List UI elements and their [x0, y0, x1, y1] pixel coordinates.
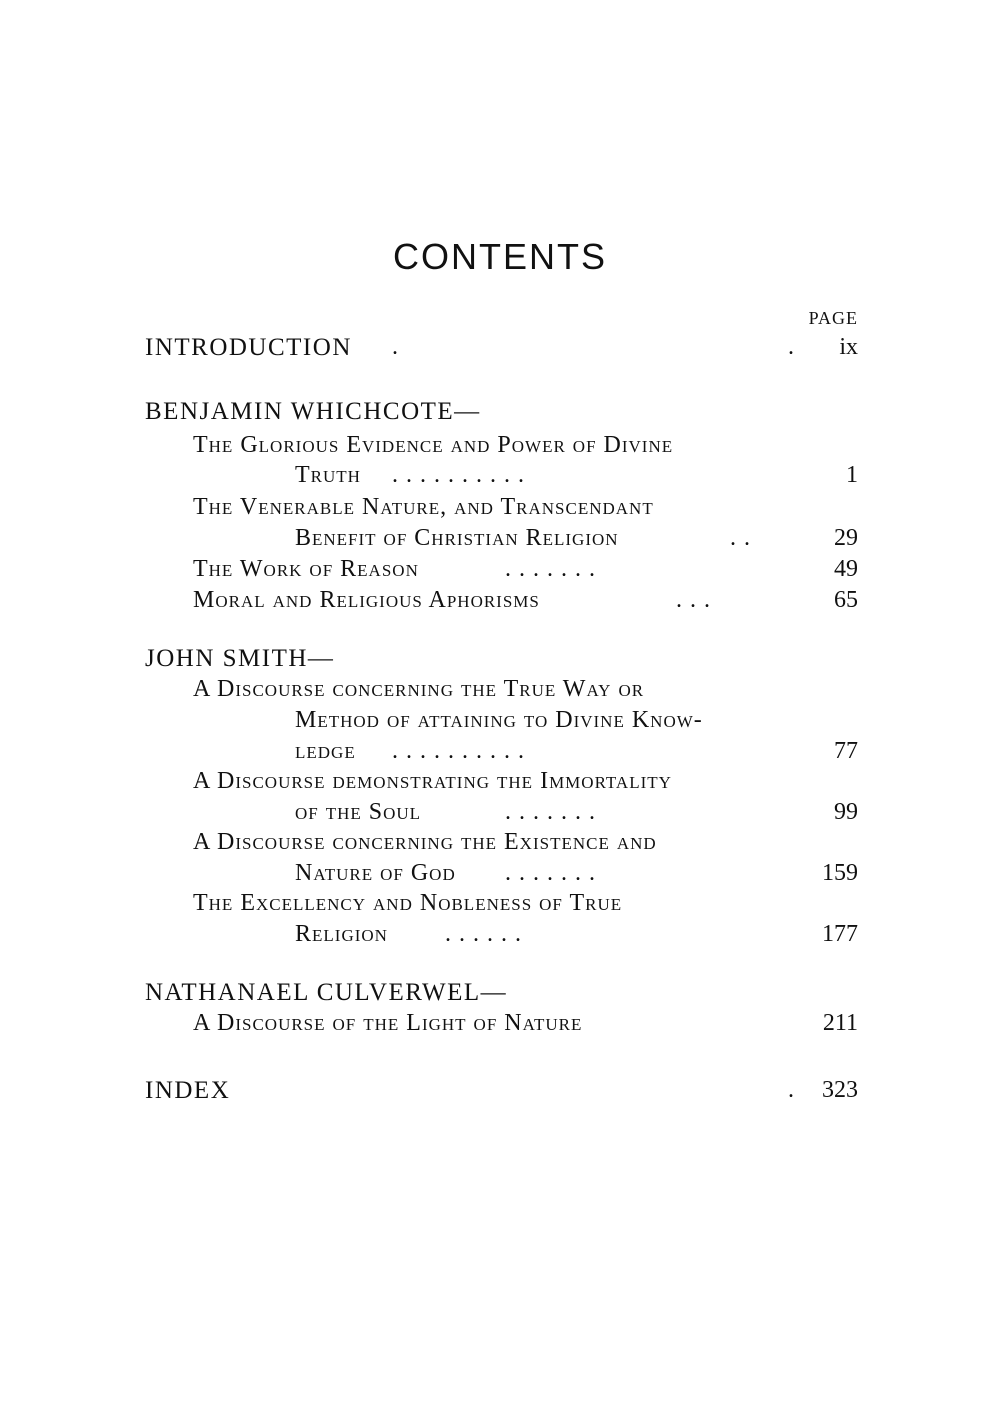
author-heading: NATHANAEL CULVERWEL— — [145, 979, 508, 1006]
entry-title-line: The Work of Reason — [193, 556, 419, 582]
leader-dots: . . . . . . . . . . — [392, 462, 525, 488]
page-number: 159 — [822, 860, 858, 886]
entry-title-line: The Venerable Nature, and Transcendant — [193, 494, 654, 520]
page-column-header: PAGE — [808, 308, 858, 328]
section-heading-culverwel — [0, 979, 1000, 1009]
page-number: 65 — [834, 587, 858, 613]
leader-dots: . . . . . . . — [505, 556, 596, 582]
entry-title-line: The Glorious Evidence and Power of Divine — [193, 432, 674, 458]
page-number: 323 — [822, 1077, 858, 1103]
leader-dots: . . . — [676, 587, 711, 613]
entry-title-line: of the Soul — [295, 799, 422, 825]
page-number: 77 — [834, 738, 858, 764]
author-heading: JOHN SMITH— — [145, 645, 335, 672]
entry-title-line: A Discourse demonstrating the Immortality — [193, 768, 672, 794]
leader-dots: . . . . . . . . . . — [392, 738, 525, 764]
toc-entry[interactable] — [0, 556, 1000, 586]
entry-title-line: Truth — [295, 462, 361, 488]
page-number: 177 — [822, 921, 858, 947]
entry-title-line: A Discourse concerning the True Way or — [193, 676, 645, 702]
author-heading: BENJAMIN WHICHCOTE— — [145, 398, 481, 425]
entry-title-line: Method of attaining to Divine Know- — [295, 707, 703, 733]
leader-dots: . — [788, 334, 795, 360]
entry-title-line: Nature of God — [295, 860, 456, 886]
page-number: ix — [839, 334, 858, 360]
leader-dots: . — [788, 1077, 795, 1103]
entry-title: INTRODUCTION — [145, 334, 352, 361]
leader-dots: . — [392, 334, 399, 360]
entry-title-line: The Excellency and Nobleness of True — [193, 890, 623, 916]
leader-dots: . . — [730, 525, 751, 551]
entry-title-line: Moral and Religious Aphorisms — [193, 587, 540, 613]
toc-entry[interactable] — [0, 1010, 1000, 1040]
page-number: 211 — [822, 1010, 858, 1036]
entry-title-line: Religion — [295, 921, 388, 947]
entry-title-line: ledge — [295, 738, 356, 764]
toc-entry-introduction[interactable] — [0, 334, 1000, 364]
entry-title-line: A Discourse of the Light of Nature — [193, 1010, 583, 1036]
entry-title-line: A Discourse concerning the Existence and — [193, 829, 657, 855]
page-number: 99 — [834, 799, 858, 825]
section-heading-smith — [0, 645, 1000, 675]
section-heading-whichcote — [0, 398, 1000, 428]
page-number: 29 — [834, 525, 858, 551]
page-number: 1 — [846, 462, 858, 488]
page-number: 49 — [834, 556, 858, 582]
leader-dots: . . . . . . . — [505, 860, 596, 886]
entry-title: INDEX — [145, 1077, 231, 1104]
leader-dots: . . . . . . — [445, 921, 522, 947]
entry-title-line: Benefit of Christian Religion — [295, 525, 619, 551]
leader-dots: . . . . . . . — [505, 799, 596, 825]
toc-entry[interactable] — [0, 587, 1000, 617]
page-title: CONTENTS — [393, 236, 607, 277]
toc-entry-index[interactable] — [0, 1077, 1000, 1107]
